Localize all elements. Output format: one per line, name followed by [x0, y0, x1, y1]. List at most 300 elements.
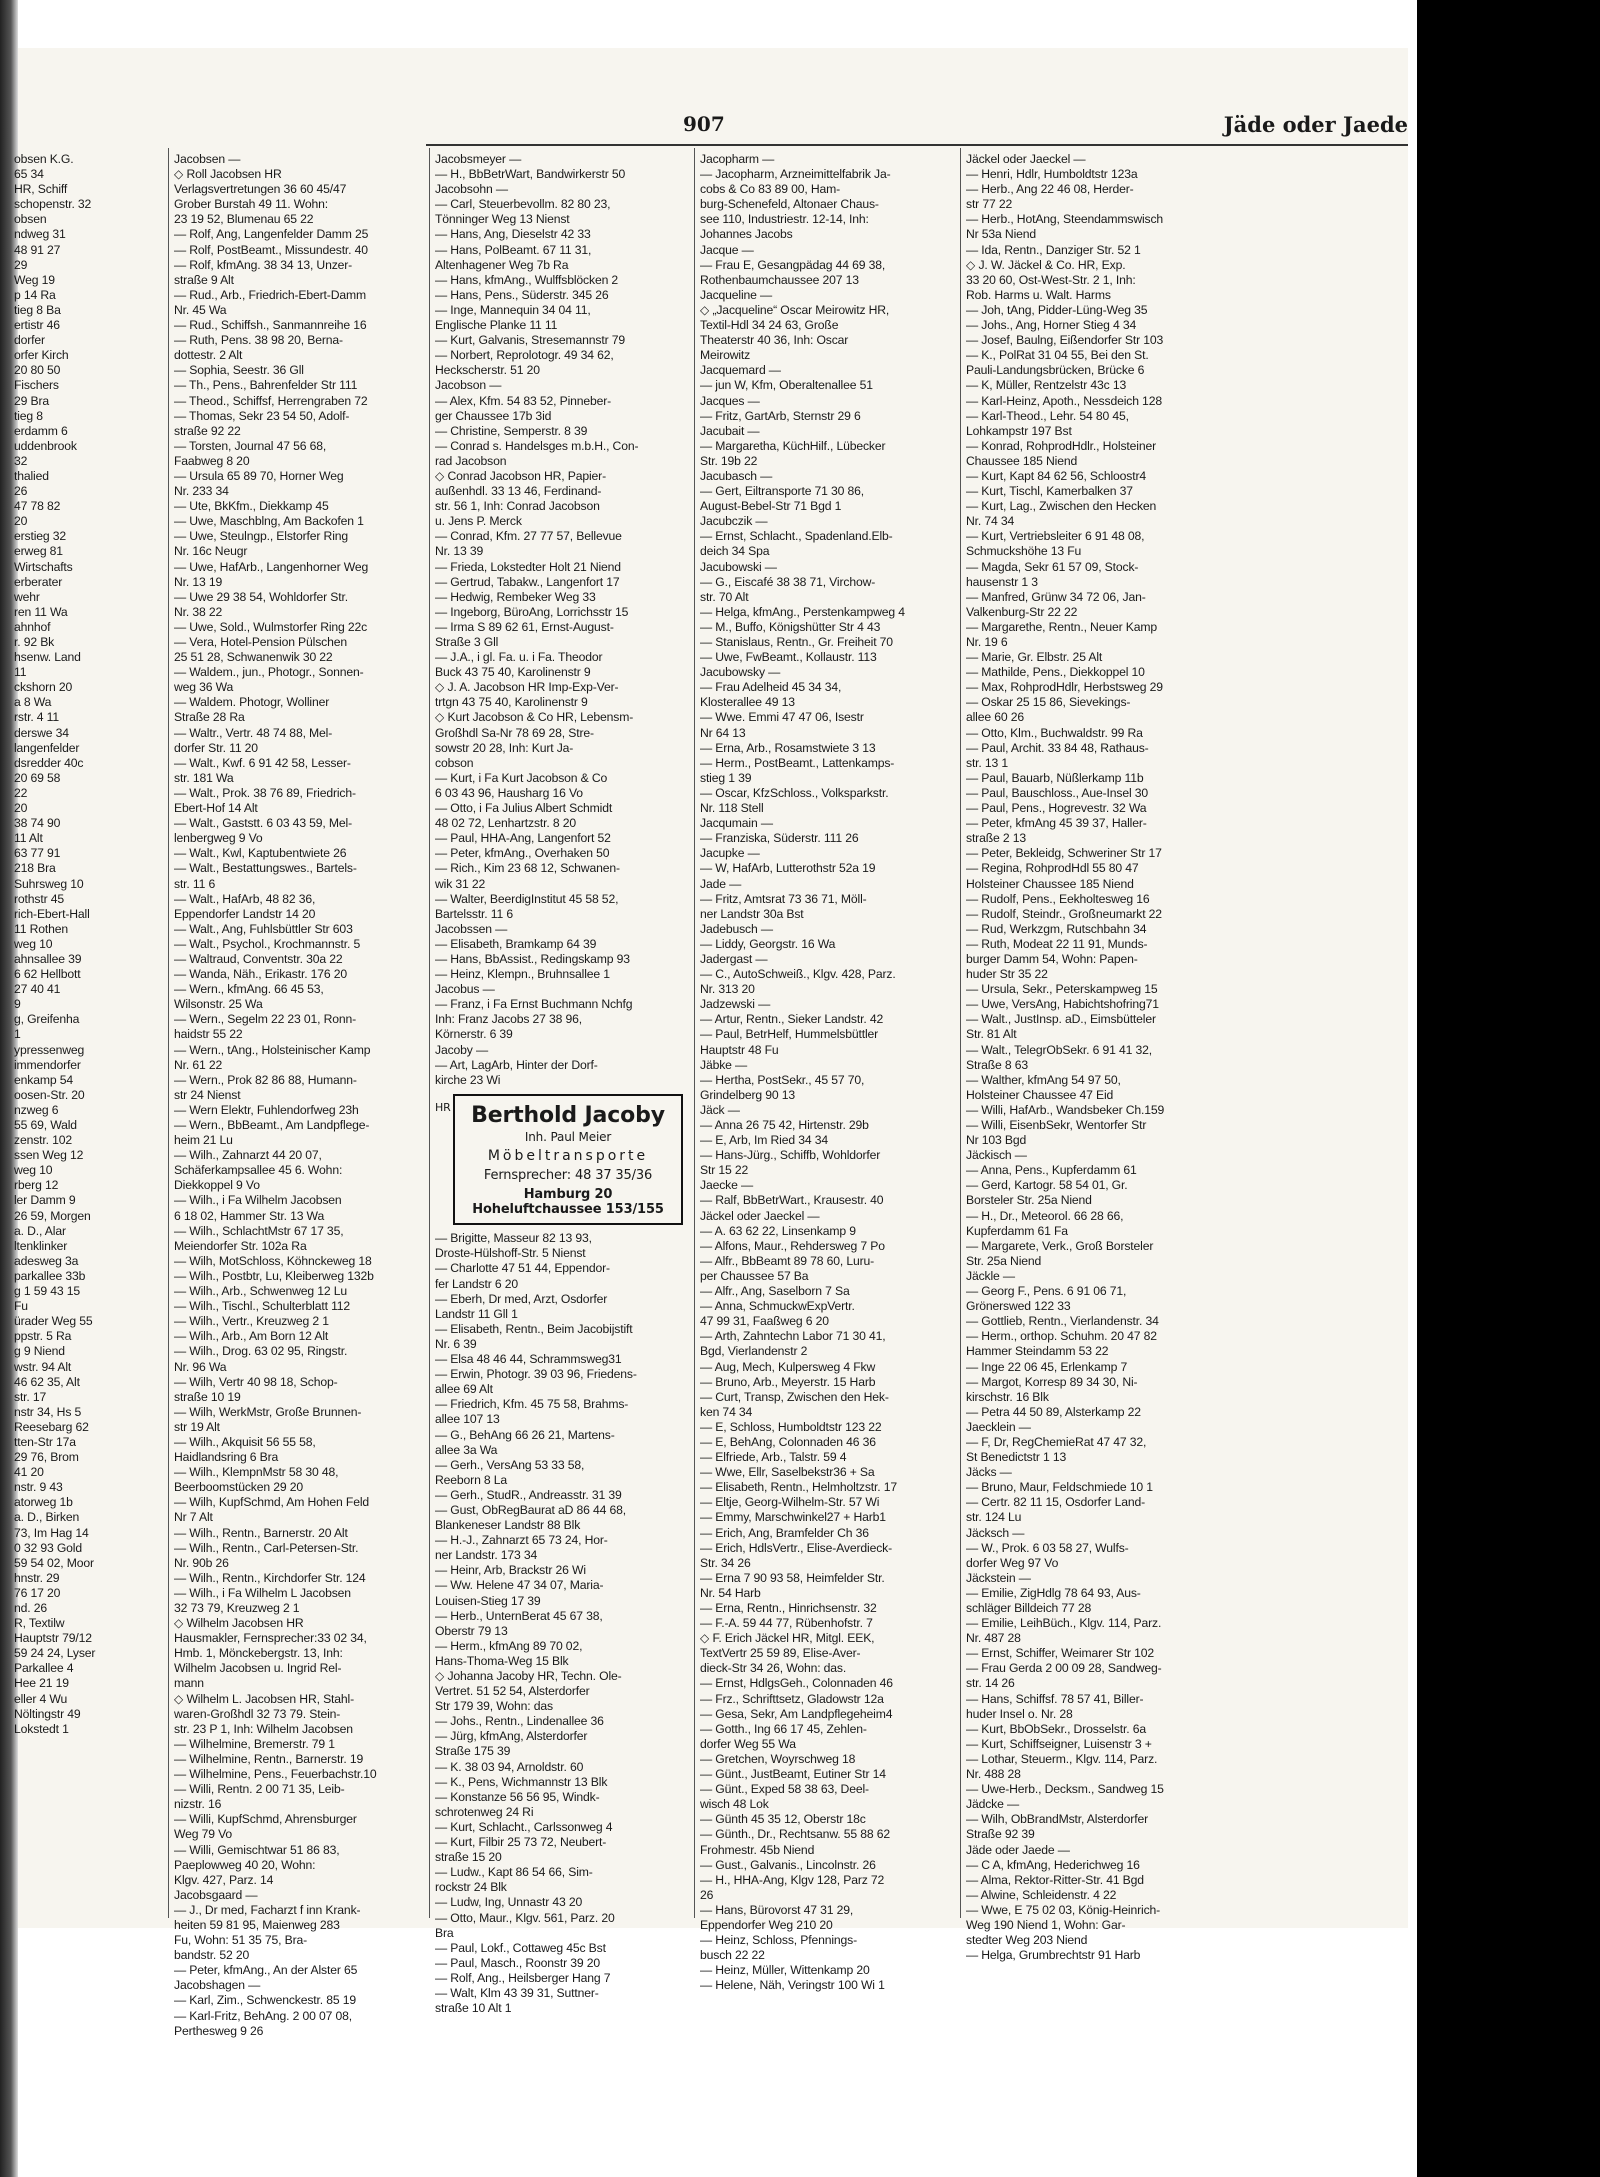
directory-entry: — Certr. 82 11 15, Osdorfer Land-: [966, 1495, 1146, 1510]
directory-entry: Bgd, Vierlandenstr 2: [700, 1344, 808, 1359]
directory-entry: Jade —: [700, 876, 742, 891]
directory-entry: — Kurt, BbObSekr., Drosselstr. 6a: [966, 1721, 1146, 1736]
directory-entry: nstr. 9 43: [14, 1480, 63, 1495]
directory-entry: — Elisabeth, Rentn., Helmholtzstr. 17: [700, 1480, 897, 1495]
advertisement: [435, 1094, 689, 1225]
directory-entry: ppstr. 5 Ra: [14, 1329, 72, 1344]
directory-entry: — Paul, Lokf., Cottaweg 45c Bst: [435, 1940, 606, 1955]
directory-entry: — Vera, Hotel-Pension Pülschen: [174, 635, 347, 649]
directory-entry: — Wilh., Tischl., Schulterblatt 112: [174, 1299, 351, 1314]
directory-entry: — Franziska, Süderstr. 111 26: [700, 831, 859, 846]
directory-entry: burger Damm 54, Wohn: Papen-: [966, 951, 1138, 966]
directory-entry: Grindelberg 90 13: [700, 1087, 796, 1102]
directory-entry: — Hans-Jürg., Schiffb, Wohldorfer: [700, 1148, 881, 1163]
directory-entry: weg 36 Wa: [174, 680, 234, 695]
directory-entry: — Alwine, Schleidenstr. 4 22: [966, 1887, 1117, 1902]
directory-entry: außenhdl. 33 13 46, Ferdinand-: [435, 484, 602, 499]
directory-entry: — Johs., Rentn., Lindenallee 36: [435, 1714, 604, 1729]
directory-entry: straße 10 19: [174, 1389, 241, 1404]
directory-entry: — Erna, Arb., Rosamstwiete 3 13: [700, 740, 876, 755]
directory-entry: schrotenweg 24 Ri: [435, 1804, 534, 1819]
directory-entry: — Artur, Rentn., Sieker Landstr. 42: [700, 1012, 884, 1027]
directory-entry: 11 Alt: [14, 831, 43, 846]
directory-entry: — jun W, Kfm, Oberaltenallee 51: [700, 378, 873, 393]
directory-entry: — Ernst, Schlacht., Spadenland.Elb-: [700, 529, 893, 544]
directory-entry: dorfer Weg 97 Vo: [966, 1555, 1059, 1570]
directory-entry: Holsteiner Chaussee 47 Eid: [966, 1087, 1114, 1102]
directory-entry: — Georg F., Pens. 6 91 06 71,: [966, 1284, 1127, 1299]
directory-entry: r. 92 Bk: [14, 635, 55, 649]
directory-entry: — Charlotte 47 51 44, Eppendor-: [435, 1261, 610, 1276]
directory-entry: 73, Im Hag 14: [14, 1525, 89, 1540]
directory-entry: — Ludw., Kapt 86 54 66, Sim-: [435, 1865, 593, 1880]
directory-entry: rich-Ebert-Hall: [14, 906, 90, 921]
directory-entry: Jäckisch —: [966, 1148, 1027, 1163]
directory-entry: — Günth., Dr., Rechtsanw. 55 88 62: [700, 1827, 891, 1842]
directory-entry: obsen: [14, 212, 47, 227]
directory-entry: — Franz, i Fa Ernst Buchmann Nchfg: [435, 997, 633, 1012]
column-jacobsen: [174, 152, 424, 2038]
directory-entry: — Helga, Grumbrechtstr 91 Harb: [966, 1948, 1141, 1963]
directory-entry: — Jürg, kfmAng, Alsterdorfer: [435, 1729, 588, 1744]
directory-entry: allee 3a Wa: [435, 1442, 498, 1457]
directory-entry: Nr 64 13: [700, 725, 746, 740]
directory-entry: schläger Billdeich 77 28: [966, 1601, 1092, 1615]
directory-entry: — Herb., HotAng, Steendammswisch: [966, 212, 1164, 227]
directory-entry: — Wilhelmine, Rentn., Barnerstr. 19: [174, 1751, 364, 1766]
directory-entry: — Elsa 48 46 44, Schrammsweg31: [435, 1352, 622, 1367]
directory-entry: Textil-Hdl 34 24 63, Große: [700, 318, 839, 333]
directory-entry: — Johs., Ang, Horner Stieg 4 34: [966, 318, 1137, 333]
directory-entry: — Kurt, Galvanis, Stresemannstr 79: [435, 333, 625, 348]
directory-entry: wehr: [14, 589, 40, 604]
directory-entry: — Rud, Werkzgm, Rutschbahn 34: [966, 921, 1147, 936]
directory-entry: Nr. 16c Neugr: [174, 544, 248, 559]
directory-entry: — Karl-Theod., Lehr. 54 80 45,: [966, 408, 1129, 423]
directory-entry: — Willi, KupfSchmd, Ahrensburger: [174, 1812, 357, 1827]
directory-entry: Weg 79 Vo: [174, 1827, 233, 1842]
directory-entry: — Art, LagArb, Hinter der Dorf-: [435, 1057, 598, 1072]
directory-entry: — Wern., Segelm 22 23 01, Ronn-: [174, 1012, 357, 1027]
directory-entry: — Ernst, HdlgsGeh., Colonnaden 46: [700, 1676, 893, 1691]
directory-entry: — Paul, Bauarb, Nüßlerkamp 11b: [966, 770, 1144, 785]
directory-entry: wik 31 22: [435, 876, 486, 891]
directory-entry: — Alfr., Ang, Saselborn 7 Sa: [700, 1284, 850, 1299]
directory-entry: ner Landstr 30a Bst: [700, 906, 804, 921]
directory-entry: Klgv. 427, Parz. 14: [174, 1872, 274, 1887]
directory-entry: str. 23 P 1, Inh: Wilhelm Jacobsen: [174, 1721, 353, 1736]
directory-entry: — G., BehAng 66 26 21, Martens-: [435, 1427, 615, 1442]
directory-entry: 9: [14, 997, 21, 1012]
directory-entry: — Margarethe, Rentn., Neuer Kamp: [966, 619, 1157, 634]
directory-entry: — E, Schloss, Humboldtstr 123 22: [700, 1419, 882, 1434]
directory-entry: — A. 63 62 22, Linsenkamp 9: [700, 1223, 856, 1238]
directory-entry: Jäde oder Jaede —: [966, 1842, 1070, 1857]
directory-entry: — Elisabeth, Rentn., Beim Jacobijstift: [435, 1321, 633, 1336]
directory-entry: 29 76, Brom: [14, 1450, 79, 1465]
directory-entry: — Henri, Hdlr, Humboldtstr 123a: [966, 167, 1138, 182]
directory-entry: — Ww. Helene 47 34 07, Maria-: [435, 1578, 604, 1593]
directory-entry: Nr. 13 39: [435, 544, 484, 559]
directory-entry: — Paul, HHA-Ang, Langenfort 52: [435, 831, 611, 846]
directory-entry: — Wilh, Vertr 40 98 18, Schop-: [174, 1374, 338, 1389]
directory-entry: Jacubowski —: [700, 559, 777, 574]
directory-entry: — Christine, Semperstr. 8 39: [435, 423, 588, 438]
directory-entry: — Hans, PolBeamt. 67 11 31,: [435, 242, 592, 257]
directory-entry: Str. 19b 22: [700, 453, 758, 468]
column-jaede: [966, 152, 1220, 1963]
directory-entry: — Ruth, Pens. 38 98 20, Berna-: [174, 333, 343, 348]
directory-entry: Nr 53a Niend: [966, 227, 1037, 242]
directory-entry: Hauptstr 79/12: [14, 1631, 92, 1646]
directory-entry: Inh: Franz Jacobs 27 38 96,: [435, 1012, 583, 1027]
directory-entry: — Otto, Maur., Klgv. 561, Parz. 20: [435, 1910, 615, 1925]
directory-entry: Jacobsmeyer —: [435, 152, 522, 166]
directory-entry: — Hans, Pens., Süderstr. 345 26: [435, 287, 609, 302]
directory-entry: Bartelsstr. 11 6: [435, 906, 513, 921]
directory-entry: str. 14 26: [966, 1676, 1015, 1691]
directory-entry: — Gerh., VersAng 53 33 58,: [435, 1457, 585, 1472]
directory-entry: — W, HafArb, Lutterothstr 52a 19: [700, 861, 876, 876]
directory-entry: — Alma, Rektor-Ritter-Str. 41 Bgd: [966, 1872, 1144, 1887]
directory-entry: — Walt., Ang, Fuhlsbüttler Str 603: [174, 921, 353, 936]
directory-entry: stieg 1 39: [700, 770, 752, 785]
directory-entry: — Eberh, Dr med, Arzt, Osdorfer: [435, 1291, 608, 1306]
directory-entry: Jäcksch —: [966, 1525, 1025, 1540]
directory-entry: cobson: [435, 755, 474, 770]
directory-entry: 20 80 50: [14, 363, 61, 378]
directory-entry: Bra: [435, 1925, 454, 1940]
directory-entry: — Wilh., Vertr., Kreuzweg 2 1: [174, 1314, 329, 1329]
directory-entry: u. Jens P. Merck: [435, 514, 522, 529]
directory-entry: — Gerh., StudR., Andreasstr. 31 39: [435, 1487, 622, 1502]
directory-entry: — Wilh., Rentn., Kirchdorfer Str. 124: [174, 1570, 366, 1585]
directory-entry: fer Landstr 6 20: [435, 1276, 518, 1291]
directory-entry: — Erna 7 90 93 58, Heimfelder Str.: [700, 1570, 885, 1585]
directory-entry: — Wilh., i Fa Wilhelm L Jacobsen: [174, 1585, 351, 1600]
directory-entry: Str. 34 26: [700, 1555, 751, 1570]
directory-entry: — M., Buffo, Königshütter Str 4 43: [700, 619, 881, 634]
directory-entry: 26: [700, 1887, 714, 1902]
directory-entry: — Wilh., i Fa Wilhelm Jacobsen: [174, 1193, 342, 1208]
directory-entry: 26 59, Morgen: [14, 1208, 91, 1223]
directory-entry: Jacobssen —: [435, 921, 508, 936]
directory-entry: Lohkampstr 197 Bst: [966, 423, 1072, 438]
directory-entry: ltenklinker: [14, 1238, 68, 1253]
directory-entry: ndweg 31: [14, 227, 66, 242]
directory-entry: — Torsten, Journal 47 56 68,: [174, 438, 327, 453]
directory-entry: — E, BehAng, Colonnaden 46 36: [700, 1434, 876, 1449]
directory-entry: — Petra 44 50 89, Alsterkamp 22: [966, 1404, 1141, 1419]
column-jaeckel: [700, 152, 954, 1993]
directory-entry: — W., Prok. 6 03 58 27, Wulfs-: [966, 1540, 1129, 1555]
directory-entry: ◇ J. W. Jäckel & Co. HR, Exp.: [966, 257, 1126, 272]
directory-entry: Haidlandsring 6 Bra: [174, 1450, 279, 1465]
directory-entry: Chaussee 185 Niend: [966, 453, 1078, 468]
directory-entry: — Rud., Schiffsh., Sanmannreihe 16: [174, 318, 367, 333]
directory-entry: Straße 28 Ra: [174, 710, 245, 725]
directory-entry: — Wern., kfmAng. 66 45 53,: [174, 982, 324, 997]
directory-entry: see 110, Industriestr. 12-14, Inh:: [700, 212, 869, 227]
directory-entry: — Peter, Bekleidg, Schweriner Str 17: [966, 846, 1162, 861]
directory-entry: — Gert, Eiltransporte 71 30 86,: [700, 484, 865, 499]
directory-entry: Str 15 22: [700, 1163, 749, 1178]
directory-entry: Hauptstr 48 Fu: [700, 1042, 779, 1057]
directory-entry: 20 69 58: [14, 770, 61, 785]
directory-entry: ahnhof: [14, 619, 51, 634]
directory-entry: ner Landstr. 173 34: [435, 1548, 538, 1563]
directory-entry: Jacubasch —: [700, 468, 773, 483]
directory-entry: — Heinz, Klempn., Bruhnsallee 1: [435, 967, 610, 982]
directory-entry: — Rolf, Ang, Langenfelder Damm 25: [174, 227, 369, 242]
directory-entry: kirschstr. 16 Blk: [966, 1389, 1049, 1404]
directory-entry: Jacobsohn —: [435, 182, 508, 197]
directory-entry: weg 10: [14, 1163, 53, 1178]
directory-entry: — Peter, kfmAng 45 39 37, Haller-: [966, 816, 1147, 831]
directory-entry: — Paul, Bauschloss., Aue-Insel 30: [966, 785, 1149, 800]
directory-entry: — Wilh., Akquisit 56 55 58,: [174, 1434, 316, 1449]
directory-entry: eller 4 Wu: [14, 1691, 68, 1706]
directory-entry: — Walt., HafArb, 48 82 36,: [174, 891, 316, 906]
directory-entry: — Hans, Schiffsf. 78 57 41, Biller-: [966, 1691, 1144, 1706]
directory-entry: August-Bebel-Str 71 Bgd 1: [700, 499, 842, 514]
directory-entry: langenfelder: [14, 740, 80, 755]
directory-entry: straße 2 13: [966, 831, 1026, 846]
directory-entry: 6 18 02, Hammer Str. 13 Wa: [174, 1208, 325, 1223]
directory-entry: — Friedrich, Kfm. 45 75 58, Brahms-: [435, 1397, 629, 1412]
directory-entry: — J.A., i gl. Fa. u. i Fa. Theodor: [435, 650, 603, 665]
directory-entry: — Wilhelmine, Pens., Feuerbachstr.10: [174, 1767, 377, 1782]
directory-entry: — Wilh., KlempnMstr 58 30 48,: [174, 1465, 339, 1480]
directory-entry: Nr. 54 Harb: [700, 1585, 761, 1600]
directory-entry: p 14 Ra: [14, 287, 56, 302]
directory-entry: — Walt., JustInsp. aD., Eimsbütteler: [966, 1012, 1156, 1027]
directory-entry: Oberstr 79 13: [435, 1623, 508, 1638]
directory-entry: g 9 Niend: [14, 1344, 65, 1359]
directory-entry: Blankeneser Landstr 88 Blk: [435, 1518, 581, 1533]
directory-entry: — Uwe, Sold., Wulmstorfer Ring 22c: [174, 619, 368, 634]
directory-entry: — C A, kfmAng, Hederichweg 16: [966, 1857, 1140, 1872]
directory-entry: heim 21 Lu: [174, 1133, 233, 1148]
directory-entry: Tönninger Weg 13 Nienst: [435, 212, 570, 227]
directory-entry: Straße 175 39: [435, 1744, 511, 1759]
directory-entry: — Erna, Rentn., Hinrichsenstr. 32: [700, 1601, 877, 1615]
directory-entry: — Helene, Näh, Veringstr 100 Wi 1: [700, 1978, 885, 1993]
header-rule: [426, 144, 1408, 146]
directory-entry: Nr. 61 22: [174, 1057, 223, 1072]
directory-entry: Weg 19: [14, 272, 55, 287]
directory-entry: — Uwe-Herb., Decksm., Sandweg 15: [966, 1782, 1164, 1797]
directory-entry: — Walt., Gaststt. 6 03 43 59, Mel-: [174, 816, 353, 831]
directory-entry: 48 02 72, Lenhartzstr. 8 20: [435, 816, 576, 831]
directory-entry: — Walt, Klm 43 39 31, Suttner-: [435, 1985, 599, 2000]
directory-entry: Theaterstr 40 36, Inh: Oscar: [700, 333, 849, 348]
directory-entry: Jacobson —: [435, 378, 502, 393]
directory-entry: dottestr. 2 Alt: [174, 348, 243, 363]
directory-entry: 29: [14, 257, 28, 272]
directory-entry: ◇ J. A. Jacobson HR Imp-Exp-Ver-: [435, 680, 619, 695]
ad-street: Hoheluftchaussee 153/155: [472, 1202, 664, 1218]
directory-entry: tieg 8: [14, 408, 43, 423]
directory-entry: — Eltje, Georg-Wilhelm-Str. 57 Wi: [700, 1495, 880, 1510]
directory-entry: TextVertr 25 59 89, Elise-Aver-: [700, 1646, 861, 1661]
directory-entry: — Jacopharm, Arzneimittelfabrik Ja-: [700, 167, 891, 182]
directory-entry: str. 11 6: [174, 876, 216, 891]
directory-entry: — Wilh., Drog. 63 02 95, Ringstr.: [174, 1344, 348, 1359]
directory-entry: — Ernst, Schiffer, Weimarer Str 102: [966, 1646, 1155, 1661]
directory-entry: Meiendorfer Str. 102a Ra: [174, 1238, 307, 1253]
directory-entry: — Rich., Kim 23 68 12, Schwanen-: [435, 861, 620, 876]
directory-entry: Hammer Steindamm 53 22: [966, 1344, 1109, 1359]
directory-entry: derswe 34: [14, 725, 69, 740]
directory-entry: rad Jacobson: [435, 453, 507, 468]
directory-entry: a. D., Alar: [14, 1223, 66, 1238]
directory-entry: ◇ Roll Jacobsen HR: [174, 167, 282, 182]
directory-entry: — Waltraud, Conventstr. 30a 22: [174, 951, 343, 966]
directory-entry: Wilhelm Jacobsen u. Ingrid Rel-: [174, 1661, 342, 1676]
directory-entry: — Gretchen, Woyrschweg 18: [700, 1751, 856, 1766]
directory-entry: 47 99 31, Faaßweg 6 20: [700, 1314, 829, 1329]
directory-entry: ken 74 34: [700, 1404, 753, 1419]
directory-entry: Faabweg 8 20: [174, 453, 250, 468]
directory-entry: — Heinz, Schloss, Pfennings-: [700, 1933, 858, 1948]
directory-entry: — G., Eiscafé 38 38 71, Virchow-: [700, 574, 876, 589]
directory-entry: str. 56 1, Inh: Conrad Jacobson: [435, 499, 600, 514]
directory-entry: rockstr 24 Blk: [435, 1880, 507, 1895]
directory-entry: — Wilh, MotSchloss, Köhnckeweg 18: [174, 1253, 372, 1268]
directory-entry: — Kurt, Kapt 84 62 56, Schloostr4: [966, 468, 1146, 483]
directory-entry: rothstr 45: [14, 891, 64, 906]
directory-entry: — Herb., Ang 22 46 08, Herder-: [966, 182, 1134, 197]
directory-entry: — Wern Elektr, Fuhlendorfweg 23h: [174, 1102, 359, 1117]
directory-entry: — Otto, Klm., Buchwaldstr. 99 Ra: [966, 725, 1143, 740]
directory-entry: ◇ Kurt Jacobson & Co HR, Lebensm-: [435, 710, 634, 725]
directory-entry: — Emilie, ZigHdlg 78 64 93, Aus-: [966, 1585, 1141, 1600]
directory-entry: Nr. 96 Wa: [174, 1359, 227, 1374]
scan-background: [1417, 0, 1600, 2177]
directory-entry: — Hans, BbAssist., Redingskamp 93: [435, 951, 630, 966]
directory-entry: — K. 38 03 94, Arnoldstr. 60: [435, 1759, 584, 1774]
directory-entry: — F.-A. 59 44 77, Rübenhofstr. 7: [700, 1616, 873, 1631]
directory-entry: — Elfriede, Arb., Talstr. 59 4: [700, 1450, 847, 1465]
directory-entry: haidstr 55 22: [174, 1027, 243, 1042]
directory-entry: — Conrad s. Handelsges m.b.H., Con-: [435, 438, 639, 453]
directory-entry: dieck-Str 34 26, Wohn: das.: [700, 1661, 847, 1676]
directory-entry: — Fritz, Amtsrat 73 36 71, Möll-: [700, 891, 867, 906]
directory-entry: 65 34: [14, 167, 44, 182]
directory-entry: — Erich, Ang, Bramfelder Ch 36: [700, 1525, 869, 1540]
directory-entry: — Wilhelmine, Bremerstr. 79 1: [174, 1736, 335, 1751]
directory-entry: — Rolf, Ang., Heilsberger Hang 7: [435, 1970, 611, 1985]
directory-entry: parkallee 33b: [14, 1268, 86, 1283]
directory-entry: Valkenburg-Str 22 22: [966, 604, 1078, 619]
directory-entry: Hausmakler, Fernsprecher:33 02 34,: [174, 1631, 367, 1646]
directory-entry: 0 32 93 Gold: [14, 1540, 82, 1555]
directory-entry: — Paul, Archit. 33 84 48, Rathaus-: [966, 740, 1149, 755]
directory-entry: 46 62 35, Alt: [14, 1374, 80, 1389]
directory-entry: ◇ Johanna Jacoby HR, Techn. Ole-: [435, 1669, 622, 1683]
directory-entry: — Fritz, GartArb, Sternstr 29 6: [700, 408, 861, 423]
directory-entry: Nr. 233 34: [174, 484, 229, 499]
directory-entry: stedter Weg 203 Niend: [966, 1933, 1088, 1948]
directory-entry: — Margaretha, KüchHilf., Lübecker: [700, 438, 886, 453]
directory-entry: Jacobsgaard —: [174, 1887, 258, 1902]
directory-entry: — Wwe, Ellr, Saselbekstr36 + Sa: [700, 1465, 875, 1480]
directory-entry: — Wilh., Rentn., Barnerstr. 20 Alt: [174, 1525, 348, 1540]
directory-entry: Jacobshagen —: [174, 1978, 261, 1993]
directory-entry: — Uwe, VersAng, Habichtshofring71: [966, 997, 1159, 1012]
directory-entry: — Karl-Heinz, Apoth., Nessdeich 128: [966, 393, 1162, 408]
directory-entry: — Wilh., Rentn., Carl-Petersen-Str.: [174, 1540, 359, 1555]
directory-entry: — Kurt, Tischl, Kamerbalken 37: [966, 484, 1133, 499]
directory-entry: — Erich, HdlsVertr., Elise-Averdieck-: [700, 1540, 892, 1555]
directory-entry: — Margarete, Verk., Groß Borsteler: [966, 1238, 1154, 1253]
directory-entry: Nr. 19 6: [966, 635, 1008, 649]
directory-entry: Jacupke —: [700, 846, 760, 861]
directory-entry: Eppendorfer Landstr 14 20: [174, 906, 316, 921]
directory-entry: g 1 59 43 15: [14, 1284, 80, 1299]
directory-entry: Reesebarg 62: [14, 1419, 89, 1434]
directory-entry: — Frau Adelheid 45 34 34,: [700, 680, 842, 695]
directory-entry: Jacobsen —: [174, 152, 241, 166]
directory-entry: Nr. 6 39: [435, 1336, 477, 1351]
directory-entry: Nr. 38 22: [174, 604, 223, 619]
directory-entry: — Walt., Prok. 38 76 89, Friedrich-: [174, 785, 356, 800]
directory-entry: erdamm 6: [14, 423, 68, 438]
directory-entry: Lokstedt 1: [14, 1721, 69, 1736]
directory-entry: — Rolf, PostBeamt., Missundestr. 40: [174, 242, 368, 257]
directory-entry: thalied: [14, 468, 49, 483]
directory-entry: str 19 Alt: [174, 1419, 220, 1434]
directory-entry: ◇ Wilhelm Jacobsen HR: [174, 1616, 304, 1631]
directory-entry: Droste-Hülshoff-Str. 5 Nienst: [435, 1246, 586, 1261]
directory-entry: busch 22 22: [700, 1948, 765, 1963]
directory-entry: — Hertha, PostSekr., 45 57 70,: [700, 1072, 865, 1087]
directory-entry: rberg 12: [14, 1178, 59, 1193]
directory-entry: str 77 22: [966, 197, 1013, 212]
directory-entry: — Manfred, Grünw 34 72 06, Jan-: [966, 589, 1146, 604]
directory-entry: Nr. 118 Stell: [700, 801, 764, 816]
directory-entry: — Heinr, Arb, Brackstr 26 Wi: [435, 1563, 586, 1578]
directory-entry: — Karl, Zim., Schwenckestr. 85 19: [174, 1993, 356, 2008]
directory-entry: — Norbert, Reprolotogr. 49 34 62,: [435, 348, 614, 363]
directory-entry: Jäck —: [700, 1102, 740, 1117]
directory-entry: Weg 190 Niend 1, Wohn: Gar-: [966, 1917, 1126, 1932]
directory-entry: Eppendorfer Weg 210 20: [700, 1917, 833, 1932]
directory-entry: ◇ „Jacqueline“ Oscar Meirowitz HR,: [700, 302, 890, 317]
column-divider: [429, 148, 430, 1918]
directory-entry: str. 124 Lu: [966, 1510, 1022, 1525]
directory-entry: lenbergweg 9 Vo: [174, 831, 263, 846]
directory-entry: — Hedwig, Rembeker Weg 33: [435, 589, 596, 604]
directory-entry: Jadebusch —: [700, 921, 773, 936]
directory-entry: str. 181 Wa: [174, 770, 234, 785]
ad-owner: Inh. Paul Meier: [524, 1129, 612, 1144]
directory-entry: — Hans, Ang, Dieselstr 42 33: [435, 227, 591, 242]
directory-entry: heiten 59 81 95, Maienweg 283: [174, 1917, 340, 1932]
directory-entry: 11: [14, 665, 27, 680]
directory-entry: — Wern., Prok 82 86 88, Humann-: [174, 1072, 357, 1087]
directory-entry: Paeplowweg 40 20, Wohn:: [174, 1857, 316, 1872]
directory-entry: — Walt., Bestattungswes., Bartels-: [174, 861, 357, 876]
directory-entry: — Uwe, Maschblng, Am Backofen 1: [174, 514, 364, 529]
directory-entry: ◇ Wilhelm L. Jacobsen HR, Stahl-: [174, 1691, 355, 1706]
directory-entry: Straße 92 39: [966, 1827, 1035, 1842]
directory-entry: Nr 7 Alt: [174, 1510, 213, 1525]
directory-entry: straße 10 Alt 1: [435, 2001, 512, 2016]
directory-entry: g, Greifenha: [14, 1012, 80, 1027]
directory-entry: Jacopharm —: [700, 152, 775, 166]
